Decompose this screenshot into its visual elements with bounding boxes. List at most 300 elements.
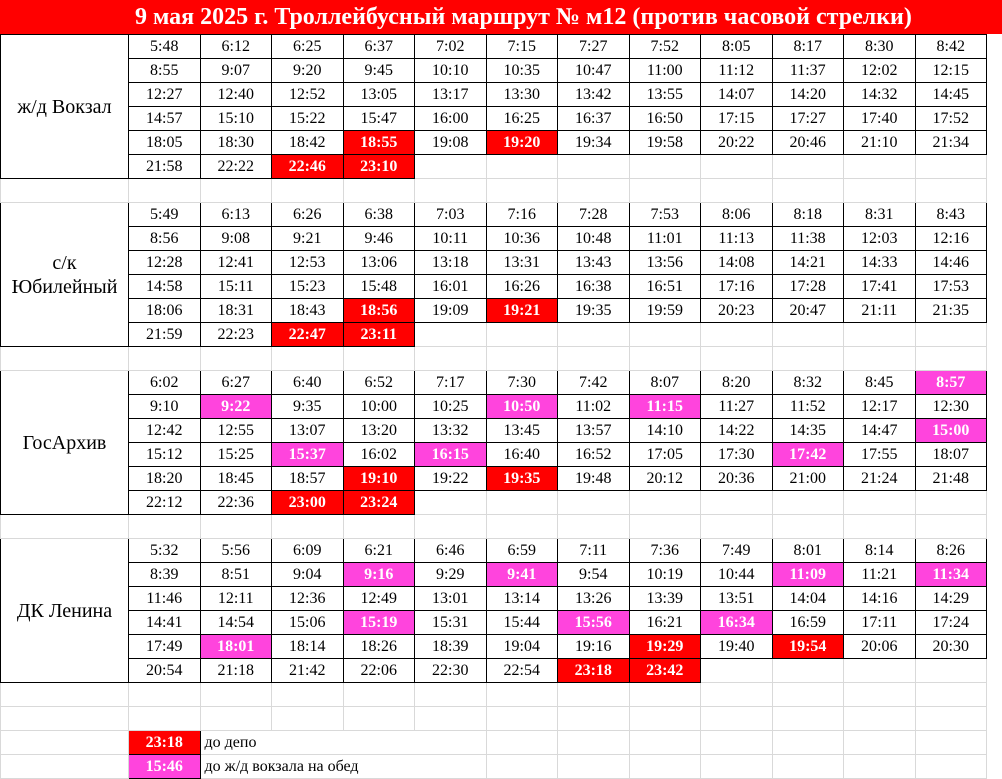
departure-time: 20:22	[701, 131, 773, 155]
departure-time: 7:15	[486, 35, 558, 59]
departure-time: 22:36	[200, 491, 272, 515]
empty-cell	[486, 755, 558, 779]
departure-time: 17:40	[844, 107, 916, 131]
departure-time: 13:39	[629, 587, 701, 611]
departure-time: 8:55	[129, 59, 201, 83]
empty-cell	[129, 707, 201, 731]
departure-time: 22:12	[129, 491, 201, 515]
empty-cell	[1, 755, 129, 779]
departure-time: 20:54	[129, 659, 201, 683]
departure-time: 18:20	[129, 467, 201, 491]
departure-time: 16:21	[629, 611, 701, 635]
departure-time: 19:34	[558, 131, 630, 155]
legend-depot-swatch: 23:18	[129, 731, 201, 755]
departure-time: 19:16	[558, 635, 630, 659]
departure-time: 16:26	[486, 275, 558, 299]
empty-cell	[772, 323, 844, 347]
departure-time: 17:41	[844, 275, 916, 299]
departure-time: 6:37	[343, 35, 415, 59]
departure-time: 9:04	[272, 563, 344, 587]
departure-time: 11:13	[701, 227, 773, 251]
empty-cell	[844, 683, 916, 707]
table-row	[1, 611, 987, 635]
departure-time: 17:24	[915, 611, 987, 635]
empty-cell	[129, 515, 201, 539]
table-row	[1, 563, 987, 587]
departure-time: 13:51	[701, 587, 773, 611]
departure-time: 18:43	[272, 299, 344, 323]
empty-cell	[343, 707, 415, 731]
departure-time: 12:55	[200, 419, 272, 443]
empty-cell	[772, 347, 844, 371]
empty-cell	[629, 755, 701, 779]
departure-time: 9:29	[415, 563, 487, 587]
empty-cell	[844, 347, 916, 371]
departure-time: 7:02	[415, 35, 487, 59]
departure-time: 9:35	[272, 395, 344, 419]
empty-cell	[772, 515, 844, 539]
departure-time: 8:42	[915, 35, 987, 59]
departure-time: 17:15	[701, 107, 773, 131]
departure-time: 15:23	[272, 275, 344, 299]
departure-time: 20:47	[772, 299, 844, 323]
empty-cell	[343, 179, 415, 203]
empty-cell	[486, 683, 558, 707]
departure-time: 17:28	[772, 275, 844, 299]
empty-cell	[343, 347, 415, 371]
departure-time: 10:50	[486, 395, 558, 419]
empty-cell	[701, 707, 773, 731]
departure-time: 12:53	[272, 251, 344, 275]
departure-time: 7:36	[629, 539, 701, 563]
departure-time: 15:12	[129, 443, 201, 467]
departure-time: 17:27	[772, 107, 844, 131]
spacer-row	[1, 179, 987, 203]
departure-time: 6:21	[343, 539, 415, 563]
departure-time: 11:15	[629, 395, 701, 419]
empty-cell	[844, 731, 916, 755]
departure-time: 8:01	[772, 539, 844, 563]
departure-time: 20:12	[629, 467, 701, 491]
departure-time: 15:11	[200, 275, 272, 299]
empty-cell	[701, 323, 773, 347]
departure-time: 12:16	[915, 227, 987, 251]
departure-time: 8:30	[844, 35, 916, 59]
departure-time: 13:20	[343, 419, 415, 443]
table-row	[1, 587, 987, 611]
departure-time: 19:10	[343, 467, 415, 491]
empty-cell	[415, 707, 487, 731]
table-row	[1, 83, 987, 107]
departure-time: 11:00	[629, 59, 701, 83]
spacer-row	[1, 347, 987, 371]
departure-time: 11:02	[558, 395, 630, 419]
empty-cell	[486, 707, 558, 731]
departure-time: 14:41	[129, 611, 201, 635]
departure-time: 5:56	[200, 539, 272, 563]
departure-time: 16:34	[701, 611, 773, 635]
empty-cell	[915, 659, 987, 683]
departure-time: 6:59	[486, 539, 558, 563]
table-row	[1, 227, 987, 251]
empty-cell	[772, 659, 844, 683]
empty-cell	[558, 323, 630, 347]
departure-time: 19:40	[701, 635, 773, 659]
empty-cell	[772, 491, 844, 515]
table-row	[1, 419, 987, 443]
departure-time: 18:14	[272, 635, 344, 659]
departure-time: 10:25	[415, 395, 487, 419]
empty-cell	[558, 707, 630, 731]
departure-time: 13:43	[558, 251, 630, 275]
empty-cell	[486, 179, 558, 203]
departure-time: 13:55	[629, 83, 701, 107]
stop-name: ГосАрхив	[1, 371, 129, 515]
departure-time: 17:11	[844, 611, 916, 635]
departure-time: 10:35	[486, 59, 558, 83]
departure-time: 18:05	[129, 131, 201, 155]
departure-time: 13:32	[415, 419, 487, 443]
departure-time: 21:34	[915, 131, 987, 155]
departure-time: 12:42	[129, 419, 201, 443]
departure-time: 17:49	[129, 635, 201, 659]
empty-cell	[701, 731, 773, 755]
departure-time: 21:35	[915, 299, 987, 323]
departure-time: 21:42	[272, 659, 344, 683]
departure-time: 23:11	[343, 323, 415, 347]
departure-time: 13:14	[486, 587, 558, 611]
departure-time: 16:37	[558, 107, 630, 131]
departure-time: 11:01	[629, 227, 701, 251]
empty-cell	[629, 707, 701, 731]
departure-time: 20:36	[701, 467, 773, 491]
departure-time: 18:56	[343, 299, 415, 323]
departure-time: 13:05	[343, 83, 415, 107]
departure-time: 13:30	[486, 83, 558, 107]
departure-time: 15:25	[200, 443, 272, 467]
departure-time: 17:05	[629, 443, 701, 467]
empty-cell	[415, 515, 487, 539]
departure-time: 17:42	[772, 443, 844, 467]
departure-time: 22:23	[200, 323, 272, 347]
departure-time: 7:42	[558, 371, 630, 395]
departure-time: 14:54	[200, 611, 272, 635]
departure-time: 19:29	[629, 635, 701, 659]
departure-time: 14:45	[915, 83, 987, 107]
table-row	[1, 275, 987, 299]
departure-time: 11:38	[772, 227, 844, 251]
empty-cell	[629, 323, 701, 347]
empty-cell	[701, 755, 773, 779]
empty-cell	[558, 731, 630, 755]
empty-cell	[915, 179, 987, 203]
table-row	[1, 467, 987, 491]
departure-time: 23:00	[272, 491, 344, 515]
departure-time: 13:31	[486, 251, 558, 275]
departure-time: 19:54	[772, 635, 844, 659]
departure-time: 12:49	[343, 587, 415, 611]
departure-time: 7:28	[558, 203, 630, 227]
departure-time: 13:17	[415, 83, 487, 107]
table-row	[1, 155, 987, 179]
table-row	[1, 491, 987, 515]
stop-name: ДК Ленина	[1, 539, 129, 683]
departure-time: 16:01	[415, 275, 487, 299]
departure-time: 6:27	[200, 371, 272, 395]
departure-time: 18:45	[200, 467, 272, 491]
empty-cell	[701, 515, 773, 539]
departure-time: 8:20	[701, 371, 773, 395]
departure-time: 12:36	[272, 587, 344, 611]
departure-time: 11:52	[772, 395, 844, 419]
empty-cell	[200, 179, 272, 203]
legend-row	[1, 755, 987, 779]
departure-time: 21:48	[915, 467, 987, 491]
departure-time: 21:24	[844, 467, 916, 491]
empty-cell	[915, 515, 987, 539]
departure-time: 12:41	[200, 251, 272, 275]
departure-time: 16:59	[772, 611, 844, 635]
empty-cell	[701, 659, 773, 683]
empty-cell	[272, 515, 344, 539]
departure-time: 10:44	[701, 563, 773, 587]
departure-time: 14:20	[772, 83, 844, 107]
departure-time: 12:15	[915, 59, 987, 83]
departure-time: 12:30	[915, 395, 987, 419]
table-row	[1, 203, 987, 227]
departure-time: 20:06	[844, 635, 916, 659]
departure-time: 14:47	[844, 419, 916, 443]
departure-time: 13:26	[558, 587, 630, 611]
empty-cell	[1, 515, 129, 539]
empty-cell	[844, 755, 916, 779]
empty-cell	[272, 179, 344, 203]
empty-cell	[200, 683, 272, 707]
departure-time: 9:07	[200, 59, 272, 83]
departure-time: 16:38	[558, 275, 630, 299]
empty-cell	[629, 515, 701, 539]
departure-time: 19:48	[558, 467, 630, 491]
departure-time: 21:00	[772, 467, 844, 491]
empty-cell	[558, 755, 630, 779]
departure-time: 7:16	[486, 203, 558, 227]
empty-cell	[701, 491, 773, 515]
table-row	[1, 635, 987, 659]
departure-time: 8:05	[701, 35, 773, 59]
empty-cell	[200, 515, 272, 539]
spacer-row	[1, 515, 987, 539]
empty-cell	[129, 179, 201, 203]
empty-cell	[629, 491, 701, 515]
departure-time: 20:30	[915, 635, 987, 659]
departure-time: 15:56	[558, 611, 630, 635]
empty-cell	[772, 179, 844, 203]
departure-time: 11:12	[701, 59, 773, 83]
departure-time: 8:06	[701, 203, 773, 227]
departure-time: 16:40	[486, 443, 558, 467]
table-row	[1, 443, 987, 467]
departure-time: 6:09	[272, 539, 344, 563]
departure-time: 8:31	[844, 203, 916, 227]
table-row	[1, 35, 987, 59]
departure-time: 23:10	[343, 155, 415, 179]
departure-time: 9:41	[486, 563, 558, 587]
departure-time: 11:34	[915, 563, 987, 587]
empty-cell	[272, 707, 344, 731]
departure-time: 14:33	[844, 251, 916, 275]
empty-cell	[915, 155, 987, 179]
departure-time: 12:11	[200, 587, 272, 611]
departure-time: 14:57	[129, 107, 201, 131]
departure-time: 19:04	[486, 635, 558, 659]
empty-cell	[1, 179, 129, 203]
empty-cell	[844, 491, 916, 515]
departure-time: 8:56	[129, 227, 201, 251]
empty-cell	[1, 707, 129, 731]
departure-time: 5:49	[129, 203, 201, 227]
departure-time: 22:54	[486, 659, 558, 683]
legend-label: до ж/д вокзала на обед	[200, 755, 486, 779]
empty-cell	[558, 179, 630, 203]
departure-time: 14:04	[772, 587, 844, 611]
departure-time: 18:55	[343, 131, 415, 155]
departure-time: 18:26	[343, 635, 415, 659]
spacer-row	[1, 683, 987, 707]
departure-time: 8:18	[772, 203, 844, 227]
empty-cell	[915, 491, 987, 515]
empty-cell	[844, 515, 916, 539]
departure-time: 12:27	[129, 83, 201, 107]
departure-time: 17:30	[701, 443, 773, 467]
departure-time: 8:57	[915, 371, 987, 395]
table-row	[1, 323, 987, 347]
departure-time: 17:53	[915, 275, 987, 299]
departure-time: 9:20	[272, 59, 344, 83]
page-title: 9 мая 2025 г. Троллейбусный маршрут № м12 (против часовой стрелки)	[0, 0, 1002, 34]
departure-time: 7:49	[701, 539, 773, 563]
departure-time: 8:51	[200, 563, 272, 587]
departure-time: 13:18	[415, 251, 487, 275]
empty-cell	[415, 491, 487, 515]
table-row	[1, 539, 987, 563]
empty-cell	[629, 683, 701, 707]
spacer-row	[1, 707, 987, 731]
departure-time: 18:42	[272, 131, 344, 155]
empty-cell	[629, 731, 701, 755]
departure-time: 5:32	[129, 539, 201, 563]
departure-time: 6:40	[272, 371, 344, 395]
table-row	[1, 659, 987, 683]
departure-time: 19:09	[415, 299, 487, 323]
departure-time: 8:17	[772, 35, 844, 59]
empty-cell	[701, 155, 773, 179]
empty-cell	[772, 731, 844, 755]
table-row	[1, 395, 987, 419]
departure-time: 10:47	[558, 59, 630, 83]
departure-time: 16:51	[629, 275, 701, 299]
departure-time: 10:36	[486, 227, 558, 251]
departure-time: 14:35	[772, 419, 844, 443]
departure-time: 9:16	[343, 563, 415, 587]
departure-time: 15:10	[200, 107, 272, 131]
empty-cell	[558, 683, 630, 707]
departure-time: 22:22	[200, 155, 272, 179]
departure-time: 13:57	[558, 419, 630, 443]
legend-label: до депо	[200, 731, 486, 755]
departure-time: 14:16	[844, 587, 916, 611]
departure-time: 21:18	[200, 659, 272, 683]
departure-time: 13:45	[486, 419, 558, 443]
departure-time: 17:55	[844, 443, 916, 467]
empty-cell	[129, 347, 201, 371]
departure-time: 18:01	[200, 635, 272, 659]
empty-cell	[486, 347, 558, 371]
departure-time: 10:00	[343, 395, 415, 419]
departure-time: 22:06	[343, 659, 415, 683]
empty-cell	[844, 707, 916, 731]
departure-time: 7:27	[558, 35, 630, 59]
departure-time: 15:48	[343, 275, 415, 299]
departure-time: 7:11	[558, 539, 630, 563]
legend-row	[1, 731, 987, 755]
departure-time: 20:46	[772, 131, 844, 155]
departure-time: 13:06	[343, 251, 415, 275]
departure-time: 18:39	[415, 635, 487, 659]
departure-time: 20:23	[701, 299, 773, 323]
departure-time: 15:19	[343, 611, 415, 635]
legend-lunch-swatch: 15:46	[129, 755, 201, 779]
departure-time: 14:29	[915, 587, 987, 611]
empty-cell	[701, 683, 773, 707]
departure-time: 19:58	[629, 131, 701, 155]
departure-time: 23:42	[629, 659, 701, 683]
departure-time: 21:58	[129, 155, 201, 179]
departure-time: 14:58	[129, 275, 201, 299]
departure-time: 19:59	[629, 299, 701, 323]
departure-time: 14:10	[629, 419, 701, 443]
empty-cell	[1, 731, 129, 755]
empty-cell	[844, 323, 916, 347]
departure-time: 6:46	[415, 539, 487, 563]
empty-cell	[629, 155, 701, 179]
departure-time: 16:02	[343, 443, 415, 467]
departure-time: 9:22	[200, 395, 272, 419]
departure-time: 8:14	[844, 539, 916, 563]
departure-time: 9:21	[272, 227, 344, 251]
departure-time: 13:07	[272, 419, 344, 443]
departure-time: 18:07	[915, 443, 987, 467]
departure-time: 16:25	[486, 107, 558, 131]
departure-time: 21:11	[844, 299, 916, 323]
empty-cell	[415, 683, 487, 707]
departure-time: 18:31	[200, 299, 272, 323]
departure-time: 15:37	[272, 443, 344, 467]
empty-cell	[200, 707, 272, 731]
departure-time: 11:37	[772, 59, 844, 83]
departure-time: 16:00	[415, 107, 487, 131]
empty-cell	[915, 323, 987, 347]
departure-time: 12:28	[129, 251, 201, 275]
empty-cell	[915, 707, 987, 731]
departure-time: 10:10	[415, 59, 487, 83]
departure-time: 21:59	[129, 323, 201, 347]
departure-time: 17:52	[915, 107, 987, 131]
departure-time: 15:00	[915, 419, 987, 443]
empty-cell	[129, 683, 201, 707]
empty-cell	[415, 347, 487, 371]
empty-cell	[558, 491, 630, 515]
departure-time: 12:03	[844, 227, 916, 251]
